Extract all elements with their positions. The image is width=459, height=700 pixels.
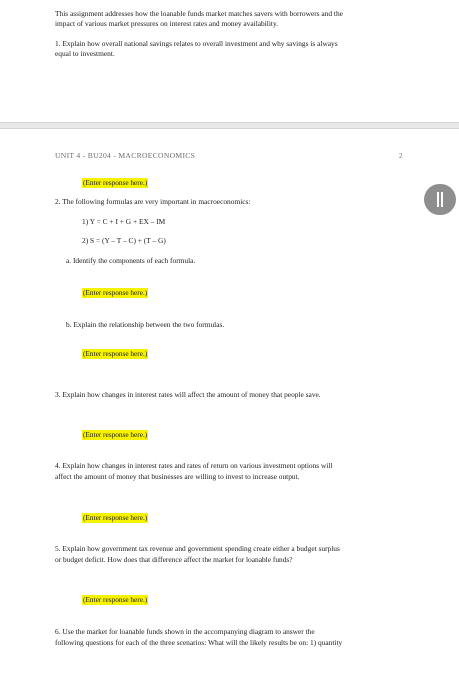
response-field-q4[interactable]: (Enter response here.) (83, 513, 148, 522)
question-5-line-2: or budget deficit. How does that difference affect the market for loanable funds? (55, 555, 293, 564)
scroll-handle-grip-left (437, 192, 439, 207)
intro-text-line-2: impact of various market pressures on interest rates and money availability. (55, 19, 279, 28)
page-2 (0, 129, 459, 700)
formula-2: 2) S = (Y – T – C) + (T – G) (82, 236, 166, 245)
scroll-handle-grip-right (441, 192, 443, 207)
question-2a: a. Identify the components of each formula. (66, 256, 196, 265)
response-field-q2b[interactable]: (Enter response here.) (83, 349, 148, 358)
response-field-q5[interactable]: (Enter response here.) (83, 595, 148, 604)
question-6-line-1: 6. Use the market for loanable funds shown in the accompanying diagram to answer the (55, 627, 315, 636)
intro-text-line-1: This assignment addresses how the loanable funds market matches savers with borrowers and the (55, 9, 343, 18)
question-5-line-1: 5. Explain how government tax revenue and government spending create either a budget surplus (55, 544, 340, 553)
formula-1: 1) Y = C + I + G + EX – IM (82, 217, 166, 226)
response-field-q1[interactable]: (Enter response here.) (83, 178, 148, 187)
page-separator (0, 122, 459, 129)
question-1-line-1: 1. Explain how overall national savings relates to overall investment and why savings is always (55, 39, 338, 48)
question-1-line-2: equal to investment. (55, 49, 115, 58)
question-4-line-2: affect the amount of money that businesses are willing to invest to increase output. (55, 472, 300, 481)
page-header: UNIT 4 - BU204 - MACROECONOMICS (55, 151, 196, 160)
response-field-q2a[interactable]: (Enter response here.) (83, 288, 148, 297)
page-number: 2 (399, 152, 403, 160)
question-3: 3. Explain how changes in interest rates will affect the amount of money that people save. (55, 390, 321, 399)
question-2b: b. Explain the relationship between the two formulas. (66, 320, 225, 329)
question-2-intro: 2. The following formulas are very important in macroeconomics: (55, 197, 251, 206)
scroll-handle-icon[interactable] (424, 184, 456, 215)
question-4-line-1: 4. Explain how changes in interest rates and rates of return on various investment options will (55, 461, 333, 470)
response-field-q3[interactable]: (Enter response here.) (83, 430, 148, 439)
question-6-line-2: following questions for each of the three scenarios: What will the likely results be on: 1) quantity (55, 638, 343, 647)
page-1-bottom (0, 0, 459, 122)
